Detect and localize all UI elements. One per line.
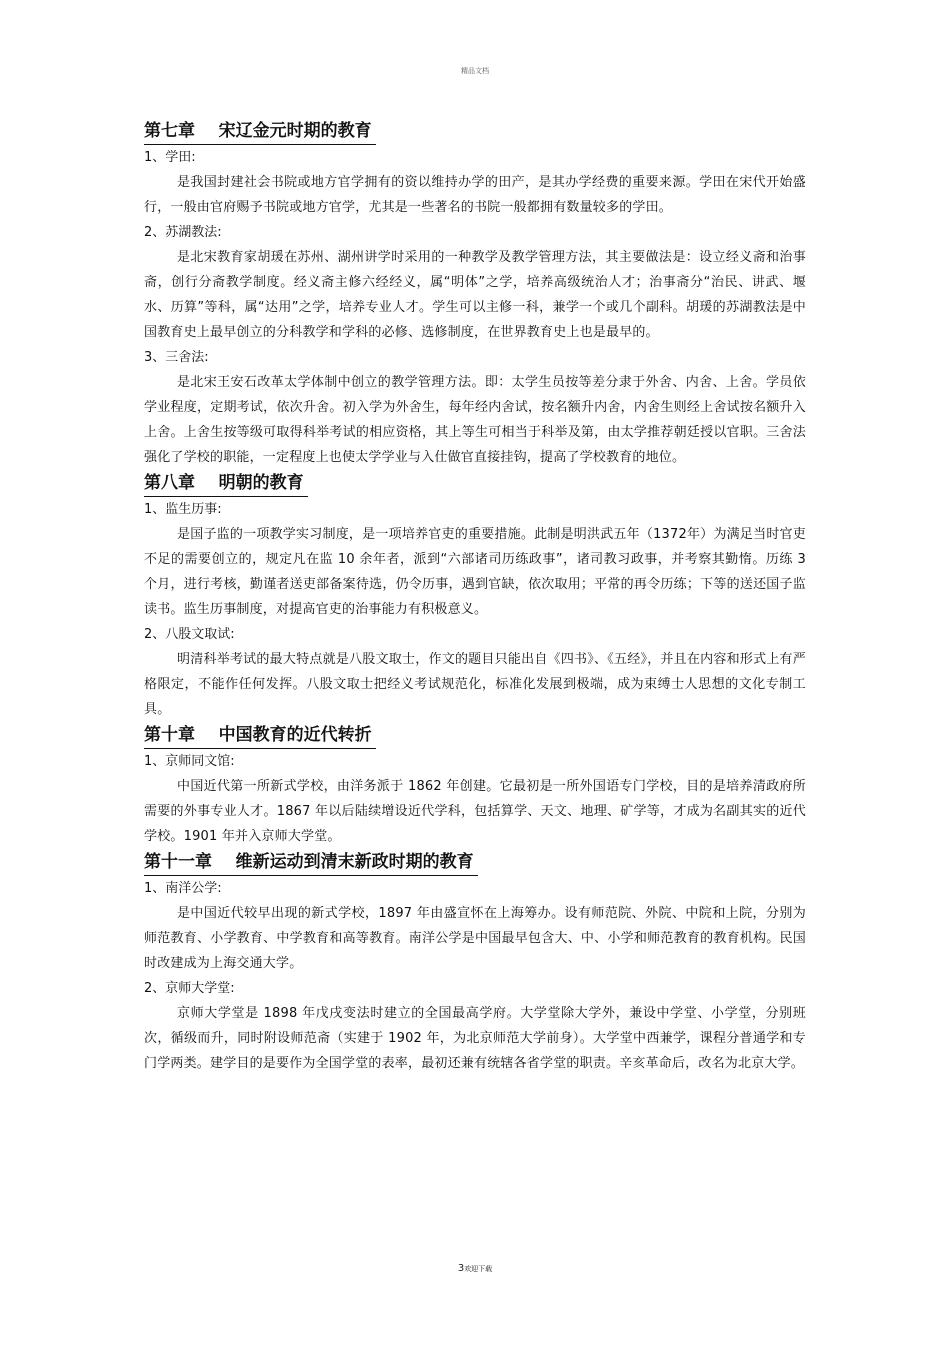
- chapter-8: [144, 470, 806, 722]
- chapter-11: [144, 849, 806, 1076]
- section-sanshefa: [144, 345, 806, 470]
- section-text: 是北宋教育家胡瑗在苏州、湖州讲学时采用的一种教学及教学管理方法，其主要做法是：设立经义斋和治事斋，创行分斋教学制度。经义斋主修六经经义，属“明体”之学，培养高级统治人才；治事斋分“治民、讲武、堰水、历算”等科，属“达用”之学，培养专业人才。学生可以主修一科，兼学一个或几个副科。胡瑗的苏湖教法是中国教育史上最早创立的分科教学和学科的必修、选修制度，在世界教育史上也是最早的。: [144, 250, 806, 340]
- section-baguwen: [144, 622, 806, 722]
- document-body: [144, 118, 806, 1076]
- chapter-7: [144, 118, 806, 470]
- section-title: 3、三舍法:: [144, 350, 209, 365]
- section-nanyang-gongxue: [144, 876, 806, 976]
- section-text: 是北宋王安石改革太学体制中创立的教学管理方法。即：太学生员按等差分隶于外舍、内舍、上舍。学员依学业程度，定期考试，依次升舍。初入学为外舍生，每年经内舍试，按名额升内舍，内舍生则经上舍试按名额升入上舍。上舍生按等级可取得科举考试的相应资格，其上等生可相当于科举及第，由太学推荐朝廷授以官职。三舍法强化了学校的职能，一定程度上也使太学学业与入仕做官直接挂钩，提高了学校教育的地位。: [144, 375, 806, 465]
- section-title: 1、京师同文馆:: [144, 754, 235, 769]
- chapter-title: 第八章 明朝的教育: [144, 470, 308, 497]
- chapter-10: [144, 722, 806, 849]
- section-title: 1、南洋公学:: [144, 881, 222, 896]
- section-title: 2、八股文取试:: [144, 627, 235, 642]
- chapter-title: 第十章 中国教育的近代转折: [144, 722, 376, 749]
- section-tongwenguan: [144, 749, 806, 849]
- section-text: 明清科举考试的最大特点就是八股文取士，作文的题目只能出自《四书》、《五经》，并且在内容和形式上有严格限定，不能作任何发挥。八股文取士把经义考试规范化，标准化发展到极端，成为束缚士人思想的文化专制工具。: [144, 652, 806, 717]
- section-title: 1、学田:: [144, 150, 196, 165]
- page-header: 精品文档: [461, 67, 489, 75]
- section-text: 是中国近代较早出现的新式学校，1897 年由盛宣怀在上海筹办。设有师范院、外院、中院和上院，分别为师范教育、小学教育、中学教育和高等教育。南洋公学是中国最早包含大、中、小学和师范教育的教育机构。民国时改建成为上海交通大学。: [144, 906, 806, 971]
- section-title: 2、京师大学堂:: [144, 981, 235, 996]
- section-xuetian: [144, 145, 806, 220]
- section-text: 是国子监的一项教学实习制度，是一项培养官吏的重要措施。此制是明洪武五年（1372年）为满足当时官吏不足的需要创立的，规定凡在监 10 余年者，派到“六部诸司历练政事”，诸司教习政事，并考察其勤惰。历练 3 个月，进行考核，勤谨者送吏部备案待选，仍令历事，遇到官缺，依次取用；平常的再令历练；下等的送还国子监读书。监生历事制度，对提高官吏的治事能力有积极意义。: [144, 527, 806, 617]
- section-suhu-jiaofa: [144, 220, 806, 345]
- chapter-title: 第七章 宋辽金元时期的教育: [144, 118, 376, 145]
- section-text: 是我国封建社会书院或地方官学拥有的资以维持办学的田产，是其办学经费的重要来源。学田在宋代开始盛行，一般由官府赐予书院或地方官学，尤其是一些著名的书院一般都拥有数量较多的学田。: [144, 175, 806, 215]
- section-jingshi-daxuetang: [144, 976, 806, 1076]
- chapter-title: 第十一章 维新运动到清末新政时期的教育: [144, 849, 478, 876]
- section-title: 1、监生历事:: [144, 502, 222, 517]
- section-text: 京师大学堂是 1898 年戊戌变法时建立的全国最高学府。大学堂除大学外，兼设中学堂、小学堂，分别班次，循级而升，同时附设师范斋（实建于 1902 年，为北京师范大学前身）。大学堂中西兼学，课程分普通学和专门学两类。建学目的是要作为全国学堂的表率，最初还兼有统辖各省学堂的职责。辛亥革命后，改名为北京大学。: [144, 1006, 806, 1071]
- section-title: 2、苏湖教法:: [144, 225, 222, 240]
- section-text: 中国近代第一所新式学校，由洋务派于 1862 年创建。它最初是一所外国语专门学校，目的是培养清政府所需要的外事专业人才。1867 年以后陆续增设近代学科，包括算学、天文、地理、矿学等，才成为名副其实的近代学校。1901 年并入京师大学堂。: [144, 779, 806, 844]
- section-jiansheng-lishi: [144, 497, 806, 622]
- footer-text: 欢迎下载: [464, 1265, 493, 1273]
- page-number: 3: [457, 1263, 465, 1274]
- page-footer: [0, 1263, 950, 1274]
